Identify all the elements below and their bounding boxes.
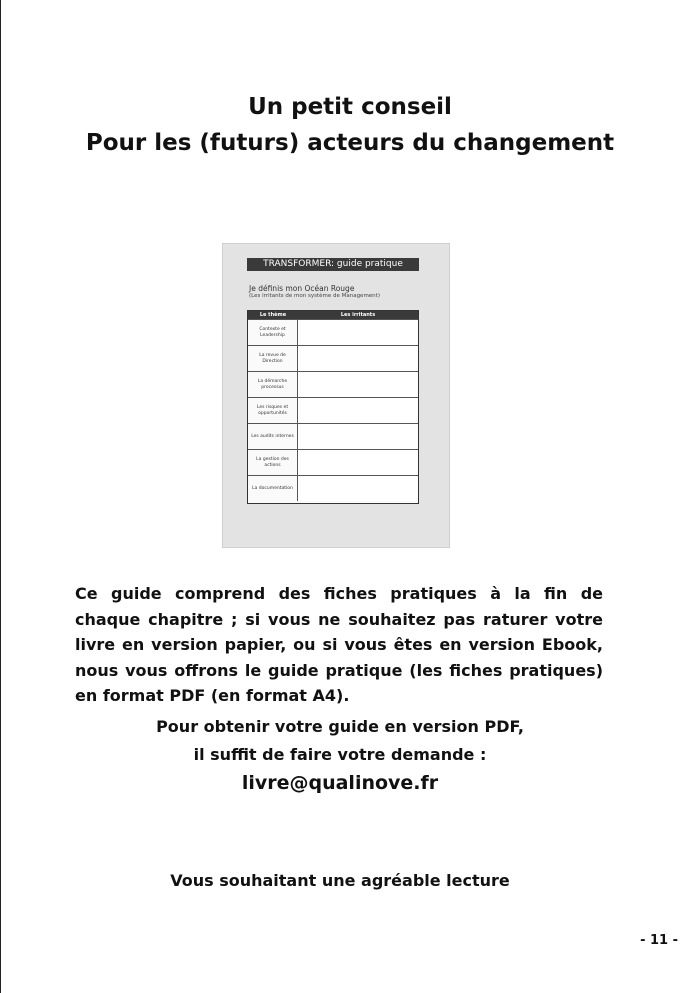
guide-row-irritant-cell <box>298 450 418 475</box>
guide-subtitle: Je définis mon Océan Rouge <box>249 284 355 293</box>
contact-email[interactable]: livre@qualinove.fr <box>241 772 439 794</box>
guide-row-theme: La revue de Direction <box>248 346 298 371</box>
guide-row-theme: Contexte et Leadership <box>248 320 298 345</box>
body-paragraph: Ce guide comprend des fiches pratiques à la fin de chaque chapitre ; si vous ne souhaitez pas raturer votre livre en version papier, ou si vous êtes en version Ebook, nous vous offrons le guide pratique (les fiches pratiques) en format PDF (en format A4). <box>75 584 603 705</box>
guide-row-theme: La documentation <box>248 476 298 501</box>
guide-row-theme: La démarche processus <box>248 372 298 397</box>
page-title-line1: Un petit conseil <box>248 94 452 120</box>
guide-banner: TRANSFORMER: guide pratique <box>247 258 419 271</box>
guide-table-row <box>248 423 418 449</box>
guide-table-row <box>248 345 418 371</box>
guide-table-row <box>248 475 418 501</box>
guide-table-header <box>248 311 418 319</box>
instruction-line-1: Pour obtenir votre guide en version PDF, <box>156 717 524 736</box>
page-title-line2: Pour les (futurs) acteurs du changement <box>85 130 615 156</box>
guide-row-theme: Les risques et opportunités <box>248 398 298 423</box>
guide-row-irritant-cell <box>298 346 418 371</box>
guide-row-irritant-cell <box>298 320 418 345</box>
guide-table-row <box>248 449 418 475</box>
closing-line: Vous souhaitant une agréable lecture <box>170 871 510 890</box>
guide-row-irritant-cell <box>298 424 418 449</box>
guide-table <box>247 310 419 504</box>
guide-row-irritant-cell <box>298 476 418 501</box>
guide-table-row <box>248 319 418 345</box>
guide-row-irritant-cell <box>298 372 418 397</box>
guide-row-theme: Les audits internes <box>248 424 298 449</box>
guide-header-theme: Le thème <box>259 312 287 318</box>
guide-preview-image <box>222 243 450 548</box>
guide-subnote: (Les irritants de mon système de Management) <box>249 293 380 299</box>
guide-row-irritant-cell <box>298 398 418 423</box>
guide-header-irritants: Les irritants <box>340 312 376 318</box>
guide-row-theme: La gestion des actions <box>248 450 298 475</box>
page-number: - 11 - <box>640 933 678 948</box>
guide-table-row <box>248 371 418 397</box>
instruction-line-2: il suffit de faire votre demande : <box>193 745 487 764</box>
guide-table-row <box>248 397 418 423</box>
